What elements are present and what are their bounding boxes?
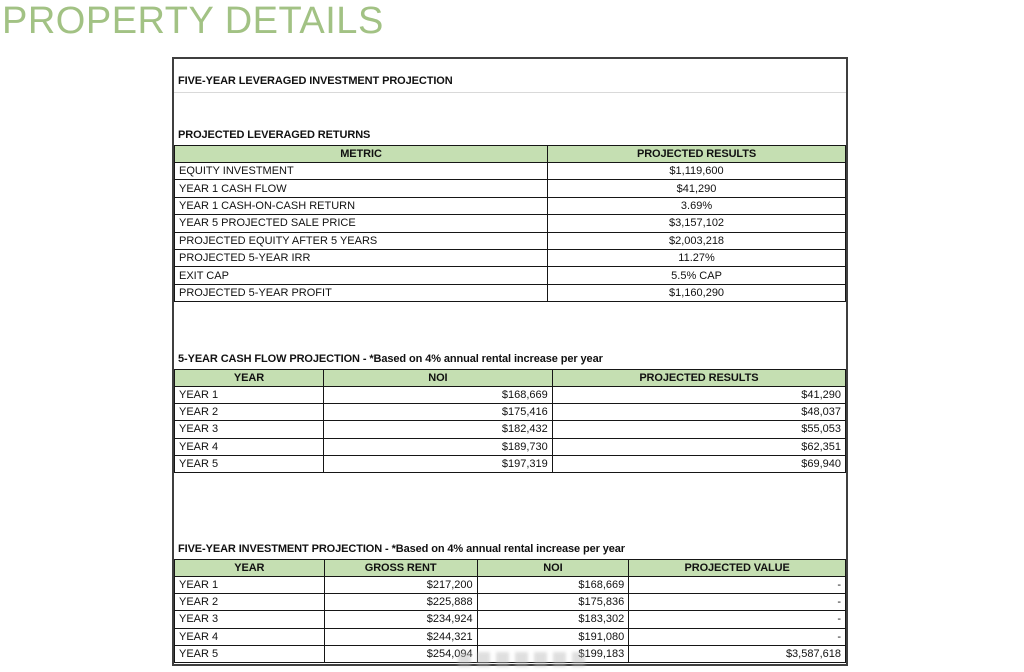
column-header-projected-results: PROJECTED RESULTS (548, 146, 846, 163)
result-cell: $55,053 (552, 421, 845, 438)
table-row (175, 438, 846, 455)
value-cell: $41,290 (548, 180, 846, 197)
watermark (458, 652, 586, 667)
value-cell: 11.27% (548, 249, 846, 266)
page-title: PROPERTY DETAILS (2, 0, 384, 42)
table-row (175, 163, 846, 180)
table-header-row (175, 146, 846, 163)
cash-flow-table (174, 369, 846, 473)
value-cell: $1,119,600 (548, 163, 846, 180)
column-header-metric: METRIC (175, 146, 548, 163)
investment-heading: FIVE-YEAR INVESTMENT PROJECTION - *Based on 4% annual rental increase per year (178, 543, 625, 555)
noi-cell: $199,183 (477, 645, 629, 662)
column-header-projected-results: PROJECTED RESULTS (552, 370, 845, 387)
table-row (175, 404, 846, 421)
table-row (175, 628, 846, 645)
noi-cell: $183,302 (477, 611, 629, 628)
metric-cell: PROJECTED 5-YEAR PROFIT (175, 284, 548, 301)
metric-cell: YEAR 1 CASH FLOW (175, 180, 548, 197)
noi-cell: $175,416 (323, 404, 552, 421)
year-cell: YEAR 3 (175, 421, 324, 438)
metric-cell: PROJECTED 5-YEAR IRR (175, 249, 548, 266)
column-header-gross-rent: GROSS RENT (324, 560, 477, 577)
result-cell: $48,037 (552, 404, 845, 421)
heading-divider (174, 92, 846, 93)
result-cell: $62,351 (552, 438, 845, 455)
result-cell: $41,290 (552, 387, 845, 404)
projected-value-cell: - (629, 611, 846, 628)
table-header-row (175, 560, 846, 577)
table-row (175, 232, 846, 249)
metric-cell: PROJECTED EQUITY AFTER 5 YEARS (175, 232, 548, 249)
value-cell: 3.69% (548, 197, 846, 214)
gross-rent-cell: $217,200 (324, 577, 477, 594)
table-header-row (175, 370, 846, 387)
gross-rent-cell: $234,924 (324, 611, 477, 628)
noi-cell: $197,319 (323, 455, 552, 472)
projected-value-cell: - (629, 594, 846, 611)
value-cell: $3,157,102 (548, 215, 846, 232)
column-header-noi: NOI (477, 560, 629, 577)
year-cell: YEAR 1 (175, 577, 325, 594)
year-cell: YEAR 2 (175, 404, 324, 421)
year-cell: YEAR 3 (175, 611, 325, 628)
projection-sheet (172, 57, 848, 666)
value-cell: $2,003,218 (548, 232, 846, 249)
table-row (175, 455, 846, 472)
table-row (175, 180, 846, 197)
cash-flow-heading: 5-YEAR CASH FLOW PROJECTION - *Based on 4% annual rental increase per year (178, 353, 603, 365)
table-row (175, 249, 846, 266)
metric-cell: YEAR 1 CASH-ON-CASH RETURN (175, 197, 548, 214)
metric-cell: EQUITY INVESTMENT (175, 163, 548, 180)
year-cell: YEAR 1 (175, 387, 324, 404)
projected-value-cell: - (629, 628, 846, 645)
result-cell: $69,940 (552, 455, 845, 472)
year-cell: YEAR 4 (175, 628, 325, 645)
noi-cell: $175,836 (477, 594, 629, 611)
gross-rent-cell: $244,321 (324, 628, 477, 645)
leveraged-returns-heading: PROJECTED LEVERAGED RETURNS (178, 129, 371, 141)
value-cell: 5.5% CAP (548, 267, 846, 284)
column-header-noi: NOI (323, 370, 552, 387)
metric-cell: YEAR 5 PROJECTED SALE PRICE (175, 215, 548, 232)
gross-rent-cell: $225,888 (324, 594, 477, 611)
year-cell: YEAR 5 (175, 455, 324, 472)
noi-cell: $191,080 (477, 628, 629, 645)
table-row (175, 197, 846, 214)
leveraged-returns-table (174, 145, 846, 302)
investment-table (174, 559, 846, 663)
table-row (175, 421, 846, 438)
projected-value-cell: - (629, 577, 846, 594)
column-header-projected-value: PROJECTED VALUE (629, 560, 846, 577)
sheet-main-heading: FIVE-YEAR LEVERAGED INVESTMENT PROJECTION (178, 75, 453, 87)
table-row (175, 215, 846, 232)
year-cell: YEAR 4 (175, 438, 324, 455)
table-row (175, 267, 846, 284)
table-row (175, 284, 846, 301)
value-cell: $1,160,290 (548, 284, 846, 301)
table-row (175, 577, 846, 594)
metric-cell: EXIT CAP (175, 267, 548, 284)
column-header-year: YEAR (175, 560, 325, 577)
projected-value-cell: $3,587,618 (629, 645, 846, 662)
year-cell: YEAR 5 (175, 645, 325, 662)
noi-cell: $168,669 (323, 387, 552, 404)
noi-cell: $168,669 (477, 577, 629, 594)
year-cell: YEAR 2 (175, 594, 325, 611)
noi-cell: $182,432 (323, 421, 552, 438)
noi-cell: $189,730 (323, 438, 552, 455)
gross-rent-cell: $254,094 (324, 645, 477, 662)
table-row (175, 594, 846, 611)
table-row (175, 611, 846, 628)
column-header-year: YEAR (175, 370, 324, 387)
table-row (175, 387, 846, 404)
